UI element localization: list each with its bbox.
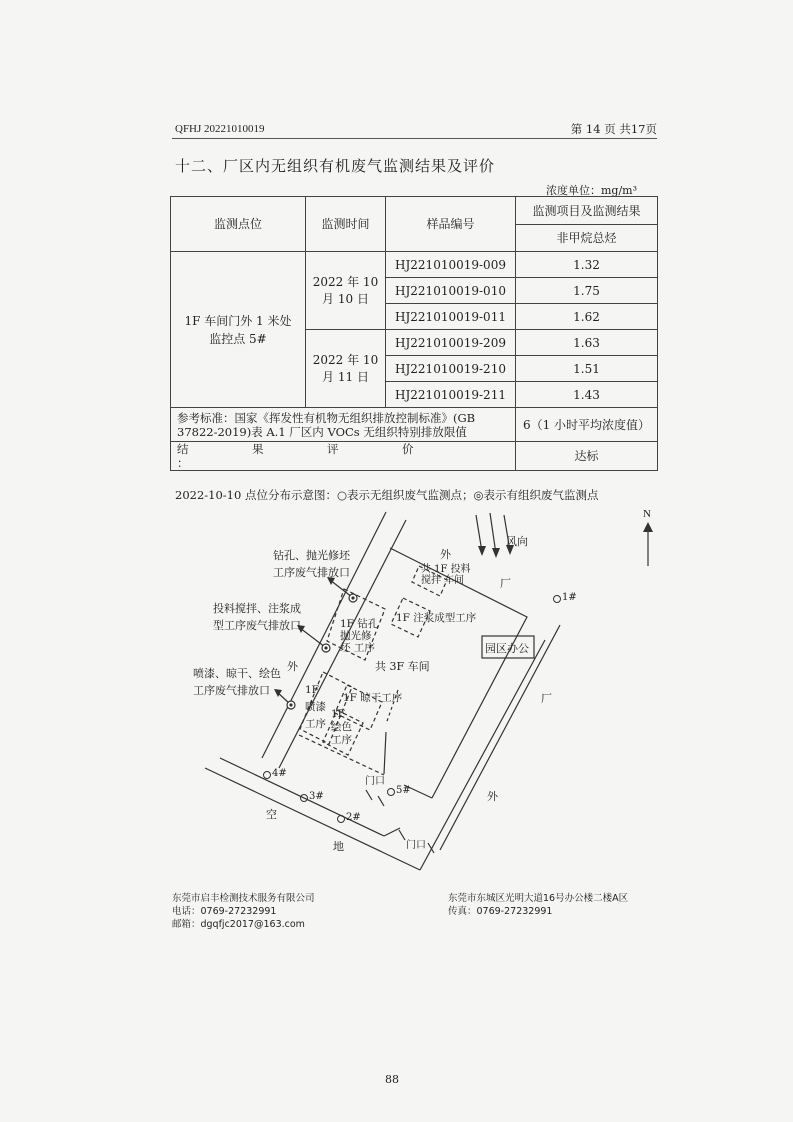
- factory-label-right: 厂: [541, 692, 552, 705]
- outlet2-label: 投料搅拌、注浆成 型工序废气排放口: [213, 602, 301, 632]
- conclusion-label: 结 果 评 价：: [171, 442, 516, 471]
- reference-limit: 6（1 小时平均浓度值）: [516, 408, 658, 442]
- workshop-label: 共 3F 车间: [375, 660, 430, 673]
- grouting-label: 1F 注浆成型工序: [396, 612, 477, 624]
- sample-id: HJ221010019-211: [386, 382, 516, 408]
- diagram-caption: 2022-10-10 点位分布示意图：○表示无组织废气监测点；◎表示有组织废气监测点: [175, 488, 599, 502]
- sample-id: HJ221010019-209: [386, 330, 516, 356]
- door-label-2: 门口: [406, 840, 426, 851]
- result-value: 1.51: [516, 356, 658, 382]
- col-header-items: 监测项目及监测结果: [516, 197, 658, 225]
- door-mark: [428, 843, 434, 853]
- point-4-label: 4#: [272, 768, 287, 779]
- company-address: 东莞市东城区光明大道16号办公楼二楼A区: [448, 893, 629, 904]
- col-header-point: 监测点位: [171, 197, 306, 252]
- company-name: 东莞市启丰检测技术服务有限公司: [172, 893, 315, 904]
- col-header-item-name: 非甲烷总烃: [516, 225, 658, 252]
- door-mark: [366, 790, 372, 800]
- footer-left: [172, 892, 315, 931]
- point-2-label: 2#: [346, 812, 361, 823]
- point-3-label: 3#: [309, 791, 324, 802]
- company-phone: 电话：0769-27232991: [172, 906, 277, 917]
- monitor-point-4: [264, 772, 271, 779]
- boundary-line: [220, 758, 384, 836]
- land-label: 地: [333, 840, 344, 853]
- drying-label: 1F 晾干工序: [343, 692, 403, 704]
- col-header-sample: 样品编号: [386, 197, 516, 252]
- point-name: 1F 车间门外 1 米处 监控点 5#: [171, 252, 306, 408]
- sample-id: HJ221010019-010: [386, 278, 516, 304]
- conclusion-value: 达标: [516, 442, 658, 471]
- date-cell: 2022 年 10 月 10 日: [306, 252, 386, 330]
- door-label-1: 门口: [365, 776, 385, 787]
- boundary-line: [420, 640, 545, 870]
- sample-id: HJ221010019-210: [386, 356, 516, 382]
- divider: [384, 732, 386, 774]
- feeding-label: 共 1F 投料搅拌 车间: [421, 564, 471, 586]
- monitor-point-1: [554, 596, 561, 603]
- point-1-label: 1#: [562, 592, 577, 603]
- north-label: N: [643, 508, 651, 520]
- point-5-label: 5#: [396, 785, 411, 796]
- unit-label: 浓度单位：mg/m³: [546, 184, 638, 197]
- door-mark: [399, 830, 405, 840]
- outlet3-label: 喷漆、晾干、绘色 工序废气排放口: [193, 667, 281, 697]
- result-value: 1.63: [516, 330, 658, 356]
- outlet-marker-dot: [324, 646, 327, 649]
- company-email: 邮箱：dgqfjc2017@163.com: [172, 919, 305, 930]
- monitor-point-2: [338, 816, 345, 823]
- result-value: 1.62: [516, 304, 658, 330]
- sample-id: HJ221010019-011: [386, 304, 516, 330]
- boundary-line: [384, 828, 400, 836]
- office-label: 园区办公: [485, 642, 529, 655]
- company-fax: 传真：0769-27232991: [448, 906, 553, 917]
- section-title: 十二、厂区内无组织有机废气监测结果及评价: [175, 157, 496, 175]
- outlet-marker-dot: [351, 596, 354, 599]
- page-info: 第 14 页 共17页: [570, 122, 657, 136]
- empty-label: 空: [266, 808, 277, 821]
- col-header-time: 监测时间: [306, 197, 386, 252]
- report-number: QFHJ 20221010019: [175, 123, 265, 135]
- date-cell: 2022 年 10 月 11 日: [306, 330, 386, 408]
- monitor-point-5: [388, 789, 395, 796]
- arrowhead: [478, 546, 486, 556]
- reference-standard: 参考标准：国家《挥发性有机物无组织排放控制标准》(GB 37822-2019)表 A.1 厂区内 VOCs 无组织特别排放限值: [171, 408, 516, 442]
- footer-right: [448, 892, 628, 918]
- outside-label-left: 外: [287, 660, 298, 673]
- boundary-line: [440, 625, 560, 850]
- outlet1-label: 钻孔、抛光修坯 工序废气排放口: [273, 549, 350, 579]
- outlet-arrow: [330, 580, 352, 597]
- sample-id: HJ221010019-009: [386, 252, 516, 278]
- result-value: 1.43: [516, 382, 658, 408]
- arrowhead: [492, 548, 500, 558]
- drilling-label: 1F 钻孔 抛光修坯 工序: [340, 618, 379, 654]
- arrowhead: [643, 522, 653, 532]
- outside-label-top: 外: [440, 548, 451, 561]
- wind-arrow: [490, 513, 496, 554]
- wind-label: 风向: [506, 535, 528, 548]
- outlet-marker-dot: [289, 703, 292, 706]
- page-number: 88: [385, 1073, 399, 1086]
- boundary-line: [205, 768, 420, 870]
- door-mark: [378, 796, 384, 806]
- factory-label-top: 厂: [500, 577, 511, 590]
- painting-label: 1F 喷漆 工序: [305, 684, 326, 730]
- result-value: 1.32: [516, 252, 658, 278]
- coloring-label: 1F 绘色 工序: [331, 708, 352, 746]
- outside-label-right: 外: [487, 790, 498, 803]
- result-value: 1.75: [516, 278, 658, 304]
